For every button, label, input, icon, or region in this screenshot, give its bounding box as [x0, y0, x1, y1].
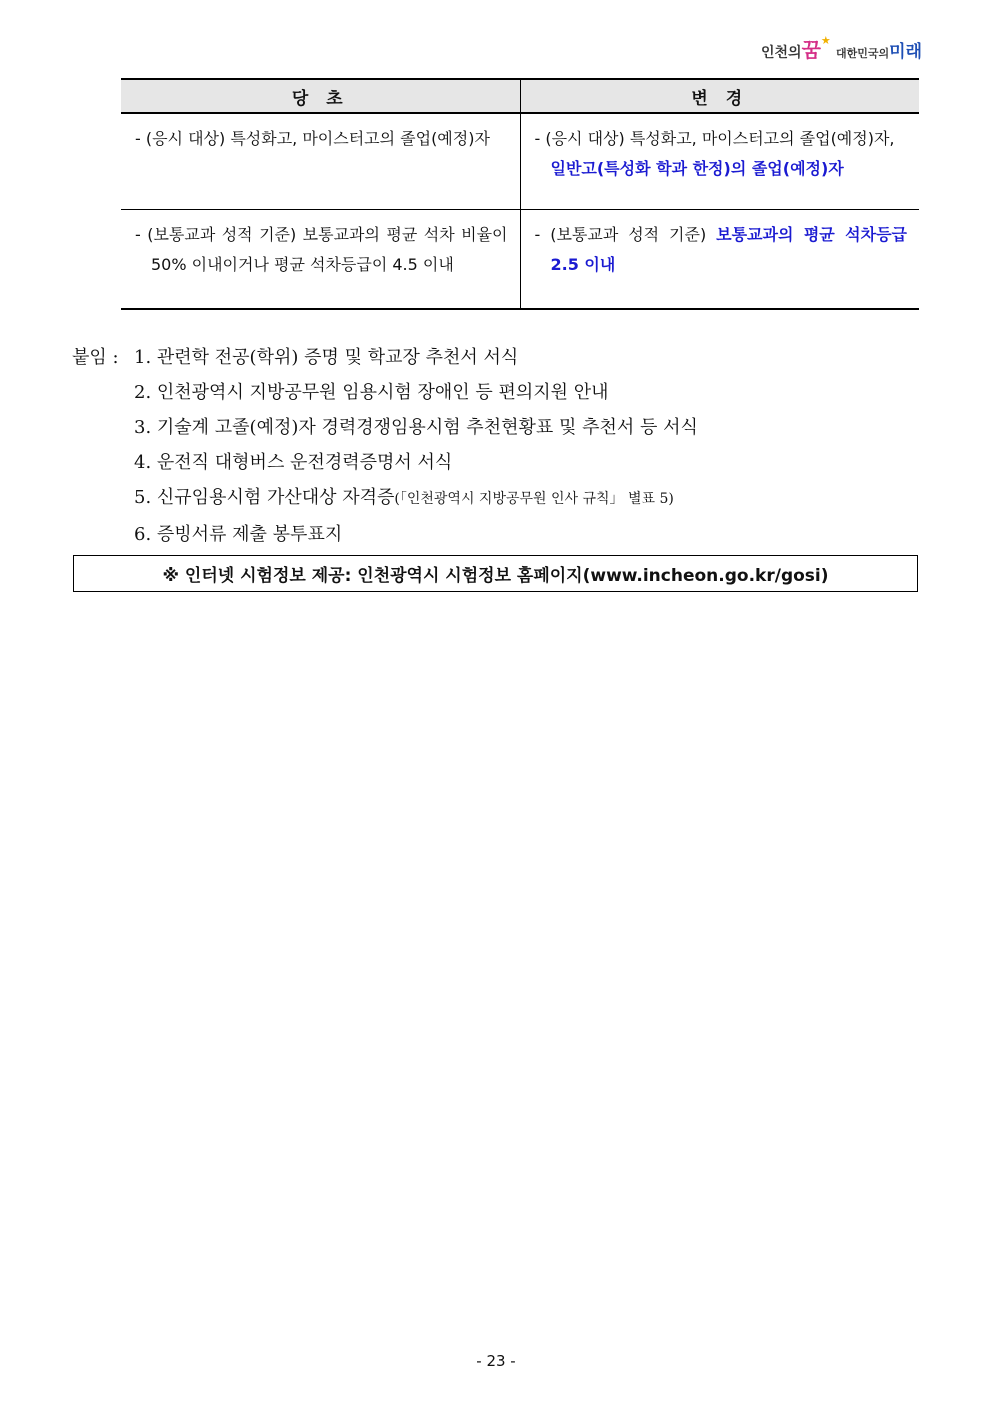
header-before: 당 초 [121, 79, 520, 113]
table-header-row [121, 79, 919, 113]
table-row [121, 210, 919, 310]
attachment-5-note: (「인천광역시 지방공무원 인사 규칙」 별표 5) [394, 491, 674, 507]
logo-text-2: 꿈 [801, 38, 821, 62]
attachments-list [72, 340, 698, 552]
attachment-4: 4. 운전직 대형버스 운전경력증명서 서식 [134, 452, 453, 473]
internet-notice-box [73, 555, 918, 592]
row2-before-cell [121, 210, 520, 310]
row2-after-text [535, 220, 908, 280]
logo-text-3: 대한민국의 [836, 47, 890, 60]
list-item [72, 480, 698, 517]
list-item [72, 517, 698, 552]
internet-notice-text: ※ 인터넷 시험정보 제공: 인천광역시 시험정보 홈페이지(www.incheon.go.kr/gosi) [162, 566, 829, 586]
row2-after-plain: - (보통교과 성적 기준) [534, 225, 707, 244]
list-item [72, 375, 698, 410]
attachment-1: 1. 관련학 전공(학위) 증명 및 학교장 추천서 서식 [134, 347, 519, 368]
header-after: 변 경 [520, 79, 919, 113]
page-number: - 23 - [476, 1352, 516, 1370]
comparison-table [121, 78, 919, 310]
attachment-3: 3. 기술계 고졸(예정)자 경력경쟁임용시험 추천현황표 및 추천서 등 서식 [134, 417, 698, 438]
row2-after-highlight: 보통교과의 평균 석차등급 2.5 이내 [550, 225, 907, 274]
row1-after-highlight: 일반고(특성화 학과 한정)의 졸업(예정)자 [550, 159, 844, 178]
list-item [72, 340, 698, 375]
star-icon: ★ [820, 34, 831, 47]
incheon-logo [761, 34, 922, 63]
list-item [72, 410, 698, 445]
attachment-5: 5. 신규임용시험 가산대상 자격증 [134, 487, 395, 508]
row1-before-text: - (응시 대상) 특성화고, 마이스터고의 졸업(예정)자 [135, 129, 490, 148]
attachment-2: 2. 인천광역시 지방공무원 임용시험 장애인 등 편의지원 안내 [134, 382, 609, 403]
attachment-6: 6. 증빙서류 제출 봉투표지 [134, 524, 343, 545]
row1-after-plain: - (응시 대상) 특성화고, 마이스터고의 졸업(예정)자, [534, 129, 895, 148]
logo-text-4: 미래 [889, 42, 922, 62]
row1-after-text [535, 124, 908, 184]
attachments-label: 붙임 : [72, 347, 119, 368]
list-item [72, 445, 698, 480]
row2-before-text: - (보통교과 성적 기준) 보통교과의 평균 석차 비율이 50% 이내이거나 평균 석차등급이 4.5 이내 [135, 225, 508, 274]
table-row [121, 113, 919, 210]
row2-after-cell [520, 210, 919, 310]
row1-after-cell [520, 113, 919, 210]
logo-text-1: 인천의 [760, 45, 802, 61]
row1-before-cell [121, 113, 520, 210]
